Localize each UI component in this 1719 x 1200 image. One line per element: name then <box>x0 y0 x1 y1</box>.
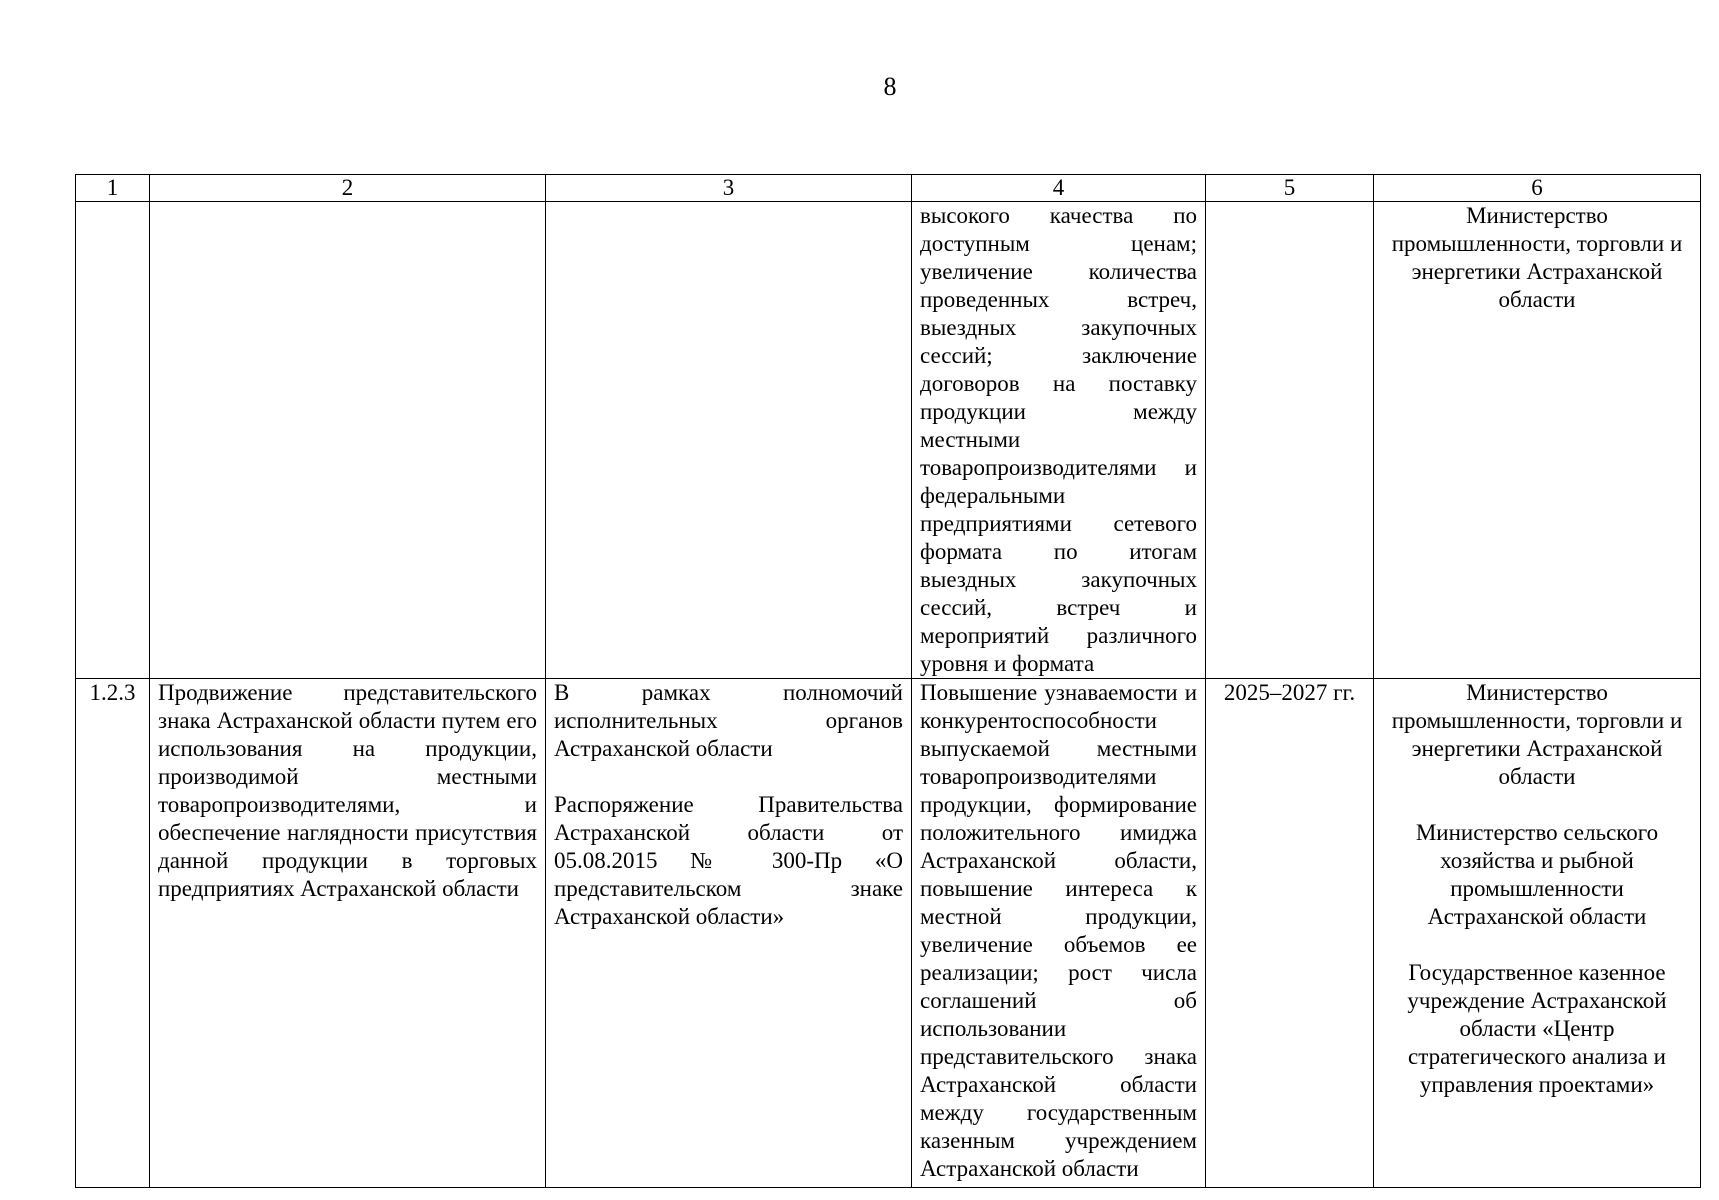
header-col-2: 2 <box>150 175 546 202</box>
header-row <box>76 175 1701 202</box>
header-col-6: 6 <box>1374 175 1701 202</box>
row2-period: 2025–2027 гг. <box>1206 679 1374 1188</box>
row1-result: высокого качества по доступным ценам; увеличение количества проведенных встреч, выездных закупочных сессий; заключение договоров на поставку продукции между местными товаропроизводителями и федеральными предприятиями сетевого формата по итогам выездных закупочных сессий, встреч и мероприятий различного уровня и формата <box>912 202 1206 679</box>
table-row <box>76 679 1701 1188</box>
plan-table <box>75 174 1701 1188</box>
row2-executor-1: Министерство промышленности, торговли и энергетики Астраханской области <box>1391 680 1683 789</box>
row1-measure <box>150 202 546 679</box>
header-col-1: 1 <box>76 175 150 202</box>
row1-executor: Министерство промышленности, торговли и энергетики Астраханской области <box>1391 203 1683 312</box>
header-col-4: 4 <box>912 175 1206 202</box>
row2-result: Повышение узнаваемости и конкурентоспособности выпускаемой местными товаропроизводителями продукции, формирование положительного имиджа Астраханской области, повышение интереса к местной продукции, увеличение объемов ее реализации; рост числа соглашений об использовании представительского знака Астраханской области между государственным казенным учреждением Астраханской области <box>912 679 1206 1188</box>
header-col-3: 3 <box>546 175 912 202</box>
row2-number: 1.2.3 <box>76 679 150 1188</box>
row1-period <box>1206 202 1374 679</box>
row2-basis-authority: В рамках полномочий исполнительных органов Астраханской области <box>554 680 903 761</box>
row2-executors <box>1374 679 1701 1188</box>
row2-basis-order: Распоряжение Правительства Астраханской области от 05.08.2015 № 300-Пр «О представительском знаке Астраханской области» <box>554 792 903 929</box>
row1-basis <box>546 202 912 679</box>
row2-basis <box>546 679 912 1188</box>
row2-executor-3: Государственное казенное учреждение Астраханской области «Центр стратегического анализа и управления проектами» <box>1407 960 1667 1097</box>
row1-number <box>76 202 150 679</box>
page-number: 8 <box>883 72 897 101</box>
row1-executors <box>1374 202 1701 679</box>
row2-measure: Продвижение представительского знака Астраханской области путем его использования на продукции, производимой местными товаропроизводителями, и обеспечение наглядности присутствия данной продукции в торговых предприятиях Астраханской области <box>150 679 546 1188</box>
table-row <box>76 202 1701 679</box>
row2-executor-2: Министерство сельского хозяйства и рыбной промышленности Астраханской области <box>1415 820 1659 929</box>
header-col-5: 5 <box>1206 175 1374 202</box>
